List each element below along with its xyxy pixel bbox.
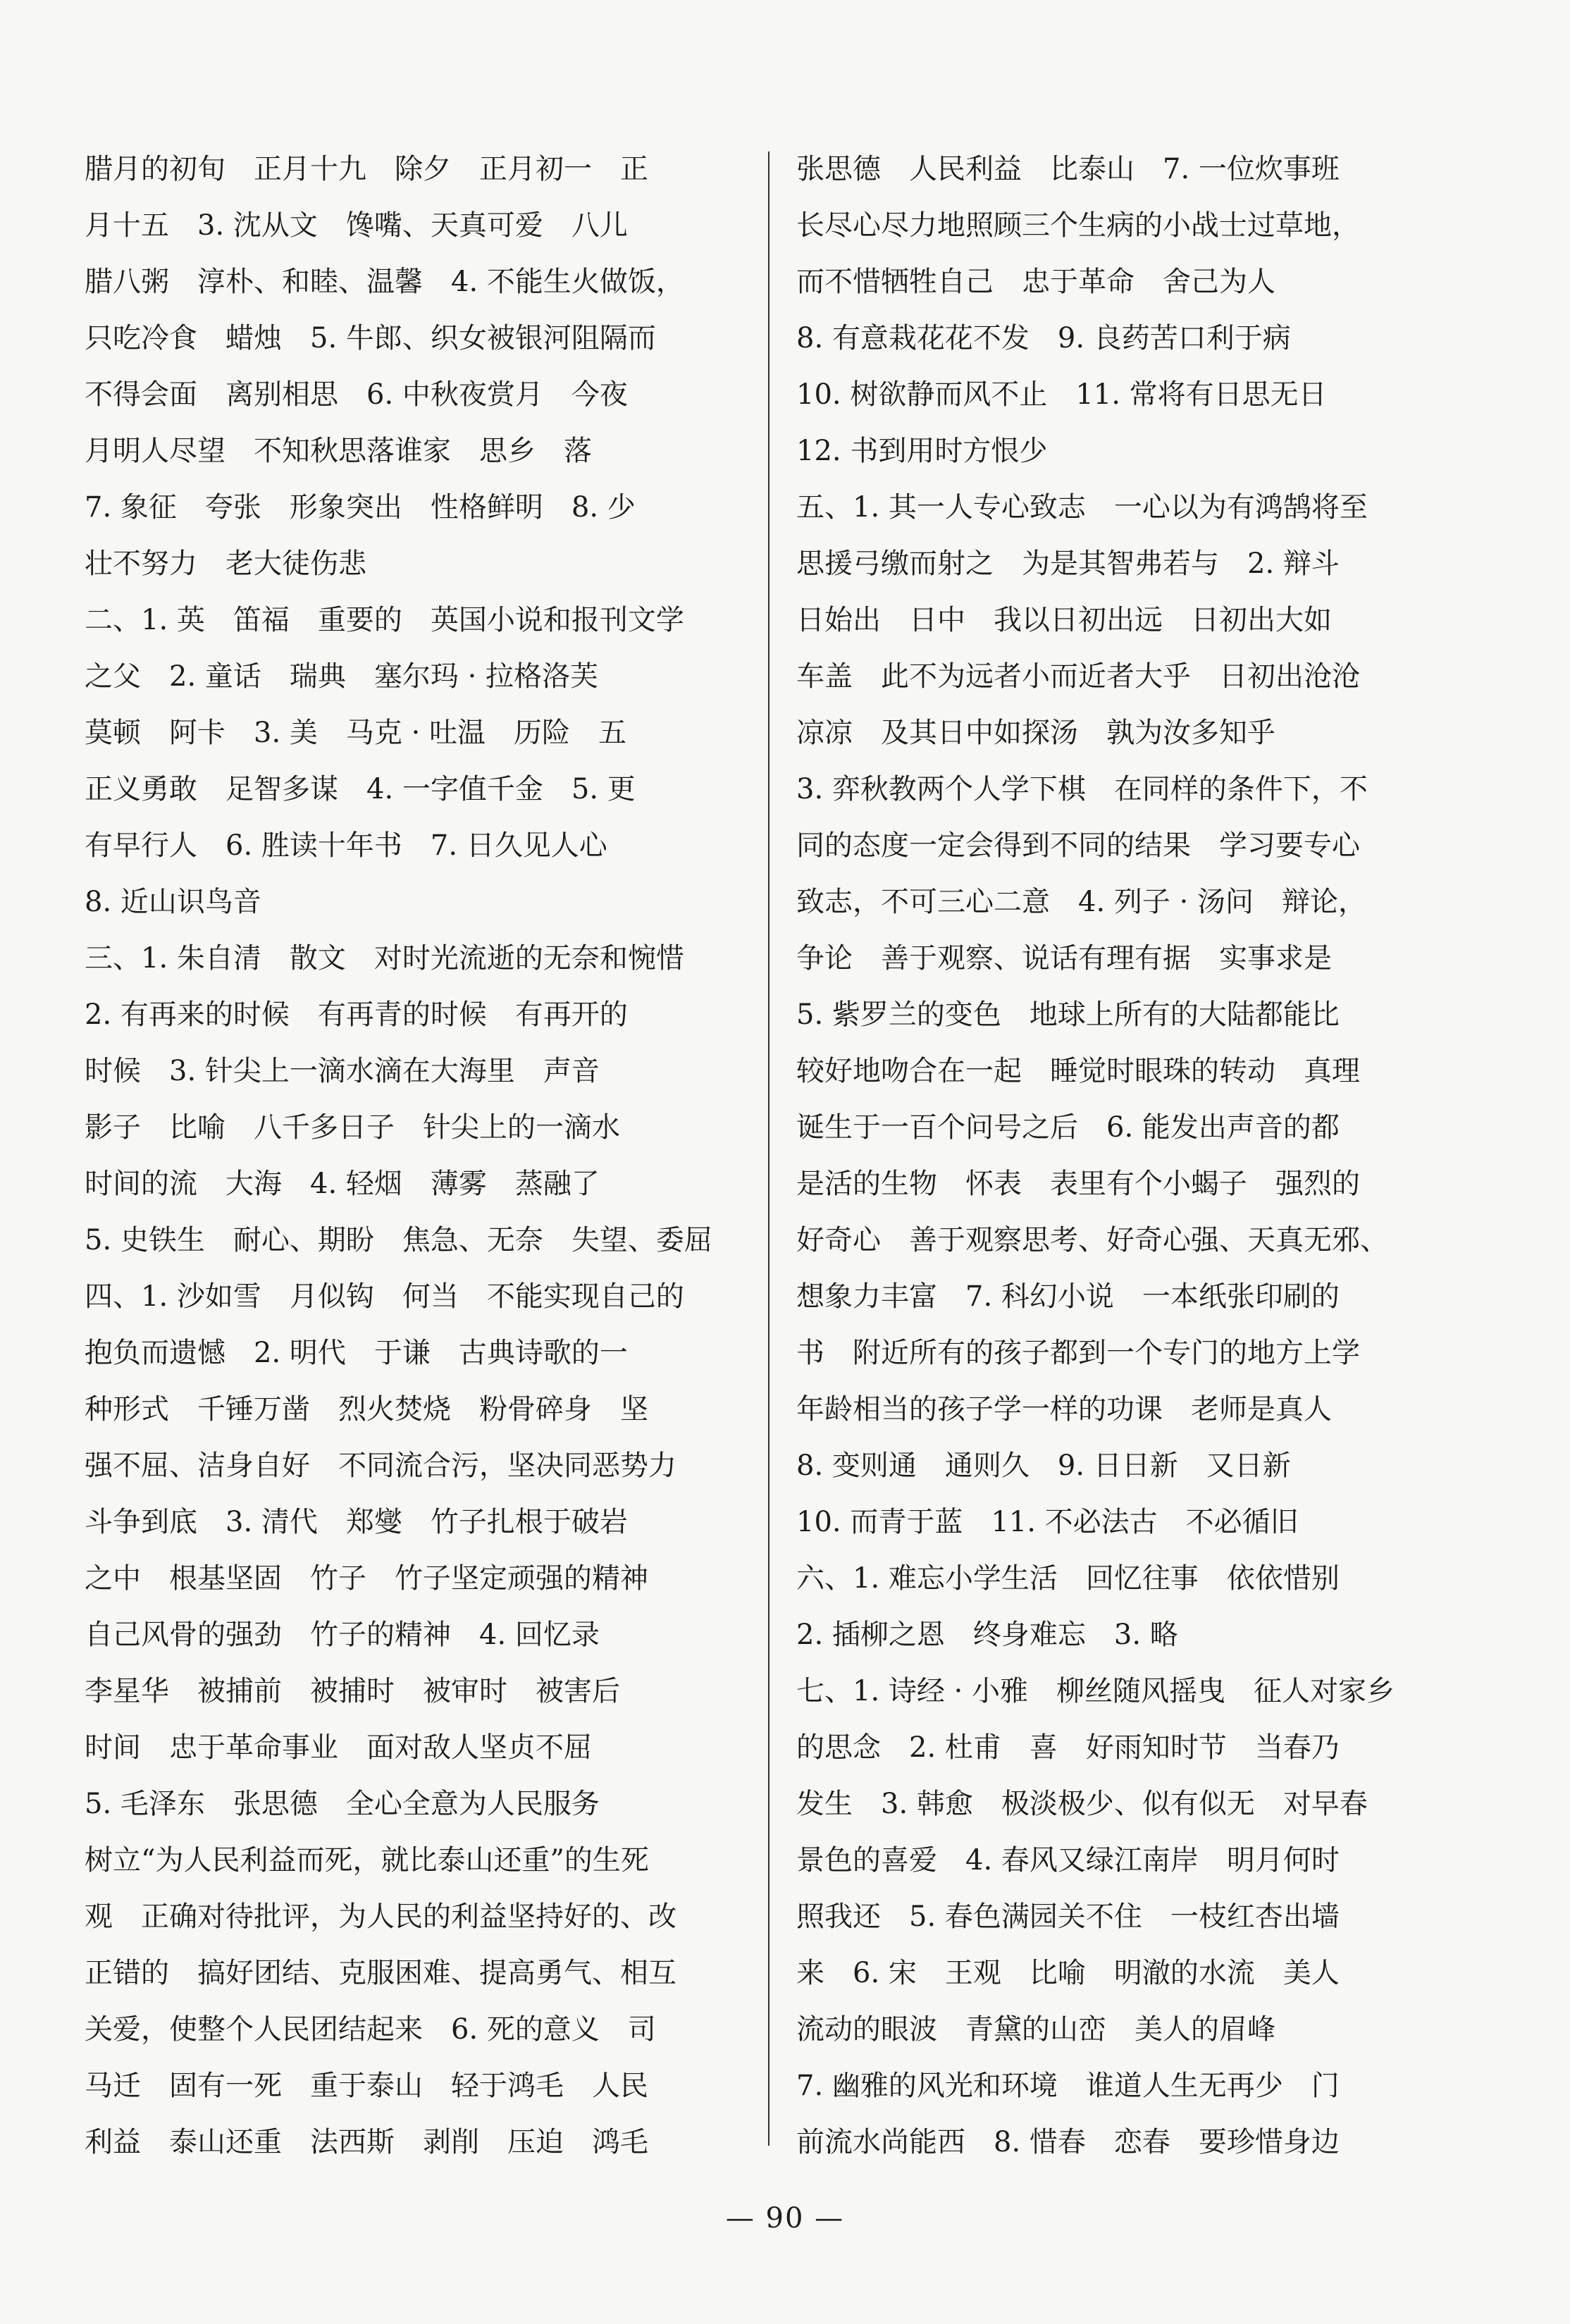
text-line: 思援弓缴而射之 为是其智弗若与 2. 辩斗 (796, 548, 1340, 580)
text-line: 5. 毛泽东 张思德 全心全意为人民服务 (85, 1788, 600, 1820)
column-divider (768, 152, 769, 2146)
text-line: 诞生于一百个问号之后 6. 能发出声音的都 (796, 1111, 1340, 1144)
text-line: 书 附近所有的孩子都到一个专门的地方上学 (796, 1337, 1360, 1369)
text-line: 年龄相当的孩子学一样的功课 老师是真人 (796, 1393, 1332, 1426)
text-line: 时候 3. 针尖上一滴水滴在大海里 声音 (85, 1055, 600, 1087)
text-line: 时间的流 大海 4. 轻烟 薄雾 蒸融了 (85, 1168, 600, 1200)
text-line: 二、1. 英 笛福 重要的 英国小说和报刊文学 (85, 604, 684, 636)
text-line: 抱负而遗憾 2. 明代 于谦 古典诗歌的一 (85, 1337, 628, 1369)
text-line: 而不惜牺牲自己 忠于革命 舍己为人 (796, 266, 1275, 298)
text-line: 影子 比喻 八千多日子 针尖上的一滴水 (85, 1111, 620, 1144)
text-line: 强不屈、洁身自好 不同流合污，坚决同恶势力 (85, 1450, 676, 1482)
text-line: 三、1. 朱自清 散文 对时光流逝的无奈和惋惜 (85, 942, 684, 975)
text-line: 争论 善于观察、说话有理有据 实事求是 (796, 942, 1332, 975)
text-line: 正义勇敢 足智多谋 4. 一字值千金 5. 更 (85, 773, 636, 805)
text-line: 是活的生物 怀表 表里有个小蝎子 强烈的 (796, 1168, 1360, 1200)
text-line: 正错的 搞好团结、克服困难、提高勇气、相互 (85, 1957, 676, 1989)
text-line: 月十五 3. 沈从文 馋嘴、天真可爱 八儿 (85, 209, 628, 242)
right-column (796, 141, 1462, 2170)
text-line: 有早行人 6. 胜读十年书 7. 日久见人心 (85, 829, 607, 862)
text-line: 景色的喜爱 4. 春风又绿江南岸 明月何时 (796, 1844, 1340, 1877)
text-line: 10. 而青于蓝 11. 不必法古 不必循旧 (796, 1506, 1299, 1538)
text-line: 种形式 千锤万凿 烈火焚烧 粉骨碎身 坚 (85, 1393, 648, 1426)
text-line: 2. 有再来的时候 有再青的时候 有再开的 (85, 999, 628, 1031)
text-line: 较好地吻合在一起 睡觉时眼珠的转动 真理 (796, 1055, 1360, 1087)
text-line: 四、1. 沙如雪 月似钩 何当 不能实现自己的 (85, 1280, 684, 1313)
text-line: 斗争到底 3. 清代 郑燮 竹子扎根于破岩 (85, 1506, 628, 1538)
text-line: 8. 变则通 通则久 9. 日日新 又日新 (796, 1450, 1291, 1482)
text-line: 月明人尽望 不知秋思落谁家 思乡 落 (85, 435, 592, 467)
left-column (85, 141, 750, 2170)
text-line: 之父 2. 童话 瑞典 塞尔玛 · 拉格洛芙 (85, 660, 599, 693)
text-line: 来 6. 宋 王观 比喻 明澈的水流 美人 (796, 1957, 1340, 1989)
text-line: 10. 树欲静而风不止 11. 常将有日思无日 (796, 378, 1327, 411)
text-line: 长尽心尽力地照顾三个生病的小战士过草地， (796, 209, 1360, 242)
text-line: 2. 插柳之恩 终身难忘 3. 略 (796, 1619, 1178, 1651)
text-line: 日始出 日中 我以日初出远 日初出大如 (796, 604, 1332, 636)
text-line: 六、1. 难忘小学生活 回忆往事 依依惜别 (796, 1562, 1340, 1595)
text-line: 自己风骨的强劲 竹子的精神 4. 回忆录 (85, 1619, 600, 1651)
text-line: 7. 幽雅的风光和环境 谁道人生无再少 门 (796, 2070, 1340, 2102)
text-line: 流动的眼波 青黛的山峦 美人的眉峰 (796, 2013, 1275, 2046)
text-line: 8. 近山识鸟音 (85, 886, 261, 918)
text-line: 张思德 人民利益 比泰山 7. 一位炊事班 (796, 153, 1340, 185)
text-line: 腊八粥 淳朴、和睦、温馨 4. 不能生火做饭， (85, 266, 684, 298)
text-line: 腊月的初旬 正月十九 除夕 正月初一 正 (85, 153, 648, 185)
text-line: 照我还 5. 春色满园关不住 一枝红杏出墙 (796, 1900, 1340, 1933)
text-line: 关爱，使整个人民团结起来 6. 死的意义 司 (85, 2013, 656, 2046)
text-line: 李星华 被捕前 被捕时 被审时 被害后 (85, 1675, 620, 1707)
text-line: 的思念 2. 杜甫 喜 好雨知时节 当春乃 (796, 1731, 1340, 1764)
text-line: 5. 紫罗兰的变色 地球上所有的大陆都能比 (796, 999, 1340, 1031)
text-line: 致志，不可三心二意 4. 列子 · 汤问 辩论， (796, 886, 1367, 918)
text-line: 莫顿 阿卡 3. 美 马克 · 吐温 历险 五 (85, 717, 627, 749)
text-line: 想象力丰富 7. 科幻小说 一本纸张印刷的 (796, 1280, 1340, 1313)
text-line: 五、1. 其一人专心致志 一心以为有鸿鹄将至 (796, 491, 1368, 524)
text-line: 树立“为人民利益而死，就比泰山还重”的生死 (85, 1844, 649, 1877)
text-line: 时间 忠于革命事业 面对敌人坚贞不屈 (85, 1731, 592, 1764)
text-line: 3. 弈秋教两个人学下棋 在同样的条件下，不 (796, 773, 1368, 805)
text-line: 之中 根基坚固 竹子 竹子坚定顽强的精神 (85, 1562, 648, 1595)
text-line: 车盖 此不为远者小而近者大乎 日初出沧沧 (796, 660, 1360, 693)
text-line: 5. 史铁生 耐心、期盼 焦急、无奈 失望、委屈 (85, 1224, 712, 1256)
text-line: 七、1. 诗经 · 小雅 柳丝随风摇曳 征人对家乡 (796, 1675, 1395, 1707)
text-line: 12. 书到用时方恨少 (796, 435, 1048, 467)
text-line: 马迁 固有一死 重于泰山 轻于鸿毛 人民 (85, 2070, 648, 2102)
text-line: 8. 有意栽花花不发 9. 良药苦口利于病 (796, 322, 1291, 354)
text-line: 利益 泰山还重 法西斯 剥削 压迫 鸿毛 (85, 2126, 648, 2158)
text-line: 只吃冷食 蜡烛 5. 牛郎、织女被银河阻隔而 (85, 322, 656, 354)
text-line: 观 正确对待批评，为人民的利益坚持好的、改 (85, 1900, 676, 1933)
text-line: 壮不努力 老大徒伤悲 (85, 548, 366, 580)
text-line: 同的态度一定会得到不同的结果 学习要专心 (796, 829, 1360, 862)
page-number: — 90 — (725, 2202, 845, 2235)
text-line: 凉凉 及其日中如探汤 孰为汝多知乎 (796, 717, 1275, 749)
text-line: 7. 象征 夸张 形象突出 性格鲜明 8. 少 (85, 491, 636, 524)
text-line: 前流水尚能西 8. 惜春 恋春 要珍惜身边 (796, 2126, 1340, 2158)
text-line: 不得会面 离别相思 6. 中秋夜赏月 今夜 (85, 378, 628, 411)
text-line: 好奇心 善于观察思考、好奇心强、天真无邪、 (796, 1224, 1388, 1256)
text-line: 发生 3. 韩愈 极淡极少、似有似无 对早春 (796, 1788, 1368, 1820)
